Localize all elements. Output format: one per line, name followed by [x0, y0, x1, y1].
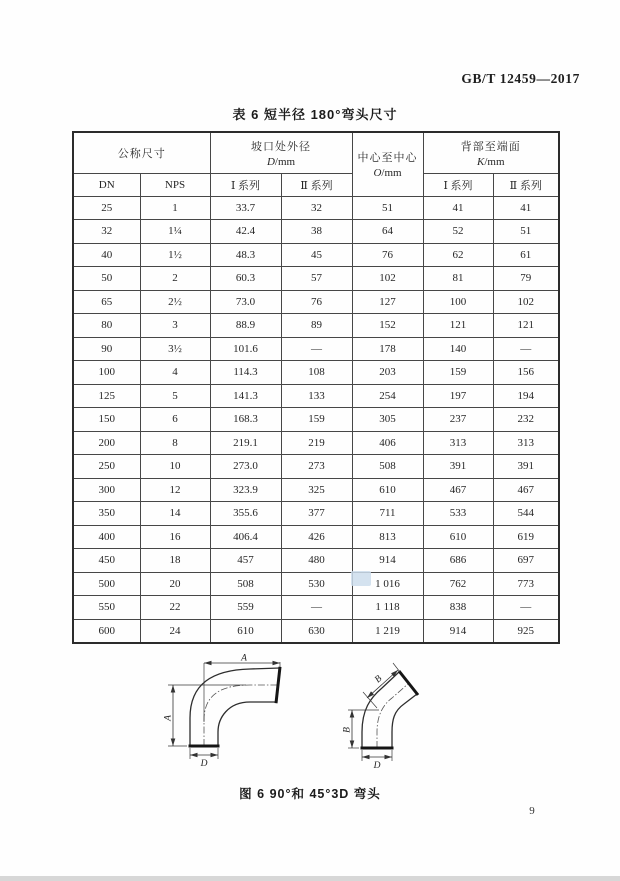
header-center-to-center: [352, 132, 423, 196]
table-cell: 232: [493, 408, 559, 432]
table-cell: 76: [352, 243, 423, 267]
table-cell: 76: [281, 290, 352, 314]
table-cell: —: [281, 337, 352, 361]
table-cell: 773: [493, 572, 559, 596]
table-cell: 203: [352, 361, 423, 385]
header-back-to-face-label: 背部至端面: [460, 140, 521, 153]
table-cell: 121: [423, 314, 493, 338]
table-cell: 925: [493, 619, 559, 643]
table-cell: 102: [493, 290, 559, 314]
table-row: [73, 384, 559, 408]
table-cell: 64: [352, 220, 423, 244]
table-row: [73, 290, 559, 314]
subheader-cell: Ⅱ 系列: [493, 173, 559, 196]
table-cell: 40: [73, 243, 140, 267]
table-cell: 73.0: [210, 290, 281, 314]
standard-code: GB/T 12459—2017: [461, 71, 580, 86]
table-cell: 133: [281, 384, 352, 408]
table-cell: 630: [281, 619, 352, 643]
table-cell: 219.1: [210, 431, 281, 455]
table-cell: 33.7: [210, 196, 281, 220]
dim-label-a-top: A: [241, 654, 247, 664]
table-cell: 619: [493, 525, 559, 549]
table-cell: 273: [281, 455, 352, 479]
header-nominal-size: [73, 132, 210, 173]
table-cell: 150: [73, 408, 140, 432]
elbow45-top-face: [399, 671, 418, 695]
table-cell: 62: [423, 243, 493, 267]
subheader-cell: Ⅰ 系列: [423, 173, 493, 196]
table-cell: 48.3: [210, 243, 281, 267]
table-cell: 41: [493, 196, 559, 220]
table-cell: 305: [352, 408, 423, 432]
table-cell: 178: [352, 337, 423, 361]
table-cell: 114.3: [210, 361, 281, 385]
elbow45-dim-b-slant: [367, 670, 398, 698]
table-row: [73, 478, 559, 502]
scan-smudge: [351, 571, 371, 586]
table-cell: 194: [493, 384, 559, 408]
table-cell: 197: [423, 384, 493, 408]
table-cell: 141.3: [210, 384, 281, 408]
table-cell: 42.4: [210, 220, 281, 244]
table-cell: 18: [140, 549, 210, 573]
table-cell: 38: [281, 220, 352, 244]
table-cell: 22: [140, 596, 210, 620]
table-cell: 697: [493, 549, 559, 573]
table-cell: 500: [73, 572, 140, 596]
table-cell: 2: [140, 267, 210, 291]
table-cell: —: [281, 596, 352, 620]
subheader-cell: NPS: [140, 173, 210, 196]
elbow45-inner-edge: [392, 694, 417, 748]
scan-edge: [0, 876, 620, 881]
table-row: [73, 361, 559, 385]
table-cell: 600: [73, 619, 140, 643]
figure-caption: 图 6 90°和 45°3D 弯头: [239, 787, 381, 801]
subheader-cell: DN: [73, 173, 140, 196]
table-cell: 406.4: [210, 525, 281, 549]
table-cell: 391: [423, 455, 493, 479]
table-cell: 152: [352, 314, 423, 338]
table-cell: 467: [423, 478, 493, 502]
table-cell: 6: [140, 408, 210, 432]
table-cell: 914: [352, 549, 423, 573]
table-body: [73, 196, 559, 643]
dim-label-d-left-fig: D: [200, 759, 208, 769]
table-cell: 237: [423, 408, 493, 432]
table-cell: 400: [73, 525, 140, 549]
table-cell: 4: [140, 361, 210, 385]
table-cell: 391: [493, 455, 559, 479]
header-back-to-face-unit: K/mm: [476, 155, 505, 168]
table-cell: 140: [423, 337, 493, 361]
table-cell: 450: [73, 549, 140, 573]
table-cell: —: [493, 596, 559, 620]
header-outer-diameter-label: 坡口处外径: [251, 140, 311, 153]
table-row: [73, 455, 559, 479]
table-cell: 1: [140, 196, 210, 220]
table-row: [73, 267, 559, 291]
table-cell: 60.3: [210, 267, 281, 291]
table-cell: 100: [423, 290, 493, 314]
table-cell: 467: [493, 478, 559, 502]
elbow90-outer-edge: [190, 668, 280, 746]
table-cell: 20: [140, 572, 210, 596]
page-number: 9: [529, 805, 535, 817]
header-outer-diameter: [210, 132, 352, 173]
figure-90-elbow-drawing: [160, 654, 296, 772]
table-cell: 914: [423, 619, 493, 643]
table-cell: 8: [140, 431, 210, 455]
table-cell: 350: [73, 502, 140, 526]
table-cell: 88.9: [210, 314, 281, 338]
table-cell: 711: [352, 502, 423, 526]
table-cell: 81: [423, 267, 493, 291]
table-cell: 544: [493, 502, 559, 526]
header-outer-diameter-unit: D/mm: [266, 155, 296, 168]
table-cell: 41: [423, 196, 493, 220]
table-cell: 25: [73, 196, 140, 220]
table-cell: 686: [423, 549, 493, 573]
table-row: [73, 502, 559, 526]
table-cell: 168.3: [210, 408, 281, 432]
table-cell: 108: [281, 361, 352, 385]
table-cell: 102: [352, 267, 423, 291]
table-cell: 24: [140, 619, 210, 643]
table-cell: 50: [73, 267, 140, 291]
table-row: [73, 196, 559, 220]
dim-label-b-slant: B: [373, 673, 385, 686]
table-cell: 200: [73, 431, 140, 455]
dim-label-b-side: B: [342, 727, 353, 733]
table-cell: 32: [73, 220, 140, 244]
table-cell: 377: [281, 502, 352, 526]
table-row: [73, 619, 559, 643]
table-cell: 65: [73, 290, 140, 314]
table-cell: 480: [281, 549, 352, 573]
table-cell: 101.6: [210, 337, 281, 361]
table-cell: 508: [352, 455, 423, 479]
table-cell: 457: [210, 549, 281, 573]
table-cell: 1 219: [352, 619, 423, 643]
elbow45-centerline: [377, 683, 409, 748]
table-cell: 254: [352, 384, 423, 408]
table-cell: 45: [281, 243, 352, 267]
table-cell: 813: [352, 525, 423, 549]
table-cell: —: [493, 337, 559, 361]
table-subheader-row: [73, 173, 559, 196]
table-cell: 1¼: [140, 220, 210, 244]
table-cell: 838: [423, 596, 493, 620]
table-group-header-row: [73, 132, 559, 173]
table-cell: 3½: [140, 337, 210, 361]
header-center-to-center-unit: O/mm: [373, 167, 402, 180]
table-cell: 508: [210, 572, 281, 596]
table-cell: 273.0: [210, 455, 281, 479]
table-row: [73, 337, 559, 361]
table-row: [73, 596, 559, 620]
table-row: [73, 314, 559, 338]
table-cell: 325: [281, 478, 352, 502]
dim-label-d-right-fig: D: [373, 761, 381, 771]
elbow90-centerline: [204, 685, 278, 746]
table-cell: 89: [281, 314, 352, 338]
table-cell: 32: [281, 196, 352, 220]
table-cell: 762: [423, 572, 493, 596]
dim-label-a-side: A: [163, 715, 174, 721]
table-row: [73, 572, 559, 596]
table-cell: 5: [140, 384, 210, 408]
header-center-to-center-label: 中心至中心: [357, 152, 418, 165]
subheader-cell: Ⅱ 系列: [281, 173, 352, 196]
table-cell: 12: [140, 478, 210, 502]
table-cell: 426: [281, 525, 352, 549]
table-cell: 57: [281, 267, 352, 291]
table-cell: 61: [493, 243, 559, 267]
table-cell: 90: [73, 337, 140, 361]
table-cell: 250: [73, 455, 140, 479]
table-cell: 16: [140, 525, 210, 549]
table-row: [73, 525, 559, 549]
table-cell: 1 118: [352, 596, 423, 620]
elbow45-ext-face: [393, 663, 400, 672]
table-cell: 300: [73, 478, 140, 502]
table-cell: 51: [352, 196, 423, 220]
table-row: [73, 408, 559, 432]
elbow90-right-face: [276, 667, 280, 703]
subheader-cell: Ⅰ 系列: [210, 173, 281, 196]
table-cell: 406: [352, 431, 423, 455]
table-title: 表 6 短半径 180°弯头尺寸: [232, 107, 398, 122]
table-cell: 610: [352, 478, 423, 502]
table-row: [73, 549, 559, 573]
table-cell: 156: [493, 361, 559, 385]
table-cell: 533: [423, 502, 493, 526]
table-cell: 530: [281, 572, 352, 596]
table-cell: 125: [73, 384, 140, 408]
table-cell: 313: [493, 431, 559, 455]
table-row: [73, 243, 559, 267]
table-cell: 610: [210, 619, 281, 643]
table-cell: 51: [493, 220, 559, 244]
table-cell: 313: [423, 431, 493, 455]
header-back-to-face: [423, 132, 559, 173]
table-cell: 121: [493, 314, 559, 338]
header-nominal-size-label: 公称尺寸: [117, 147, 166, 160]
dimension-table: [72, 131, 560, 644]
table-cell: 3: [140, 314, 210, 338]
table-cell: 559: [210, 596, 281, 620]
table-cell: 159: [281, 408, 352, 432]
table-cell: 100: [73, 361, 140, 385]
elbow90-inner-edge: [218, 702, 276, 746]
table-cell: 1 016: [352, 572, 423, 596]
table-cell: 127: [352, 290, 423, 314]
table-cell: 2½: [140, 290, 210, 314]
table-cell: 550: [73, 596, 140, 620]
table-row: [73, 220, 559, 244]
table-cell: 52: [423, 220, 493, 244]
table-cell: 219: [281, 431, 352, 455]
figure-45-elbow-drawing: [338, 658, 454, 774]
table-row: [73, 431, 559, 455]
table-cell: 1½: [140, 243, 210, 267]
table-cell: 159: [423, 361, 493, 385]
table-cell: 80: [73, 314, 140, 338]
table-cell: 14: [140, 502, 210, 526]
table-cell: 323.9: [210, 478, 281, 502]
table-cell: 10: [140, 455, 210, 479]
table-cell: 610: [423, 525, 493, 549]
table-cell: 355.6: [210, 502, 281, 526]
table-cell: 79: [493, 267, 559, 291]
